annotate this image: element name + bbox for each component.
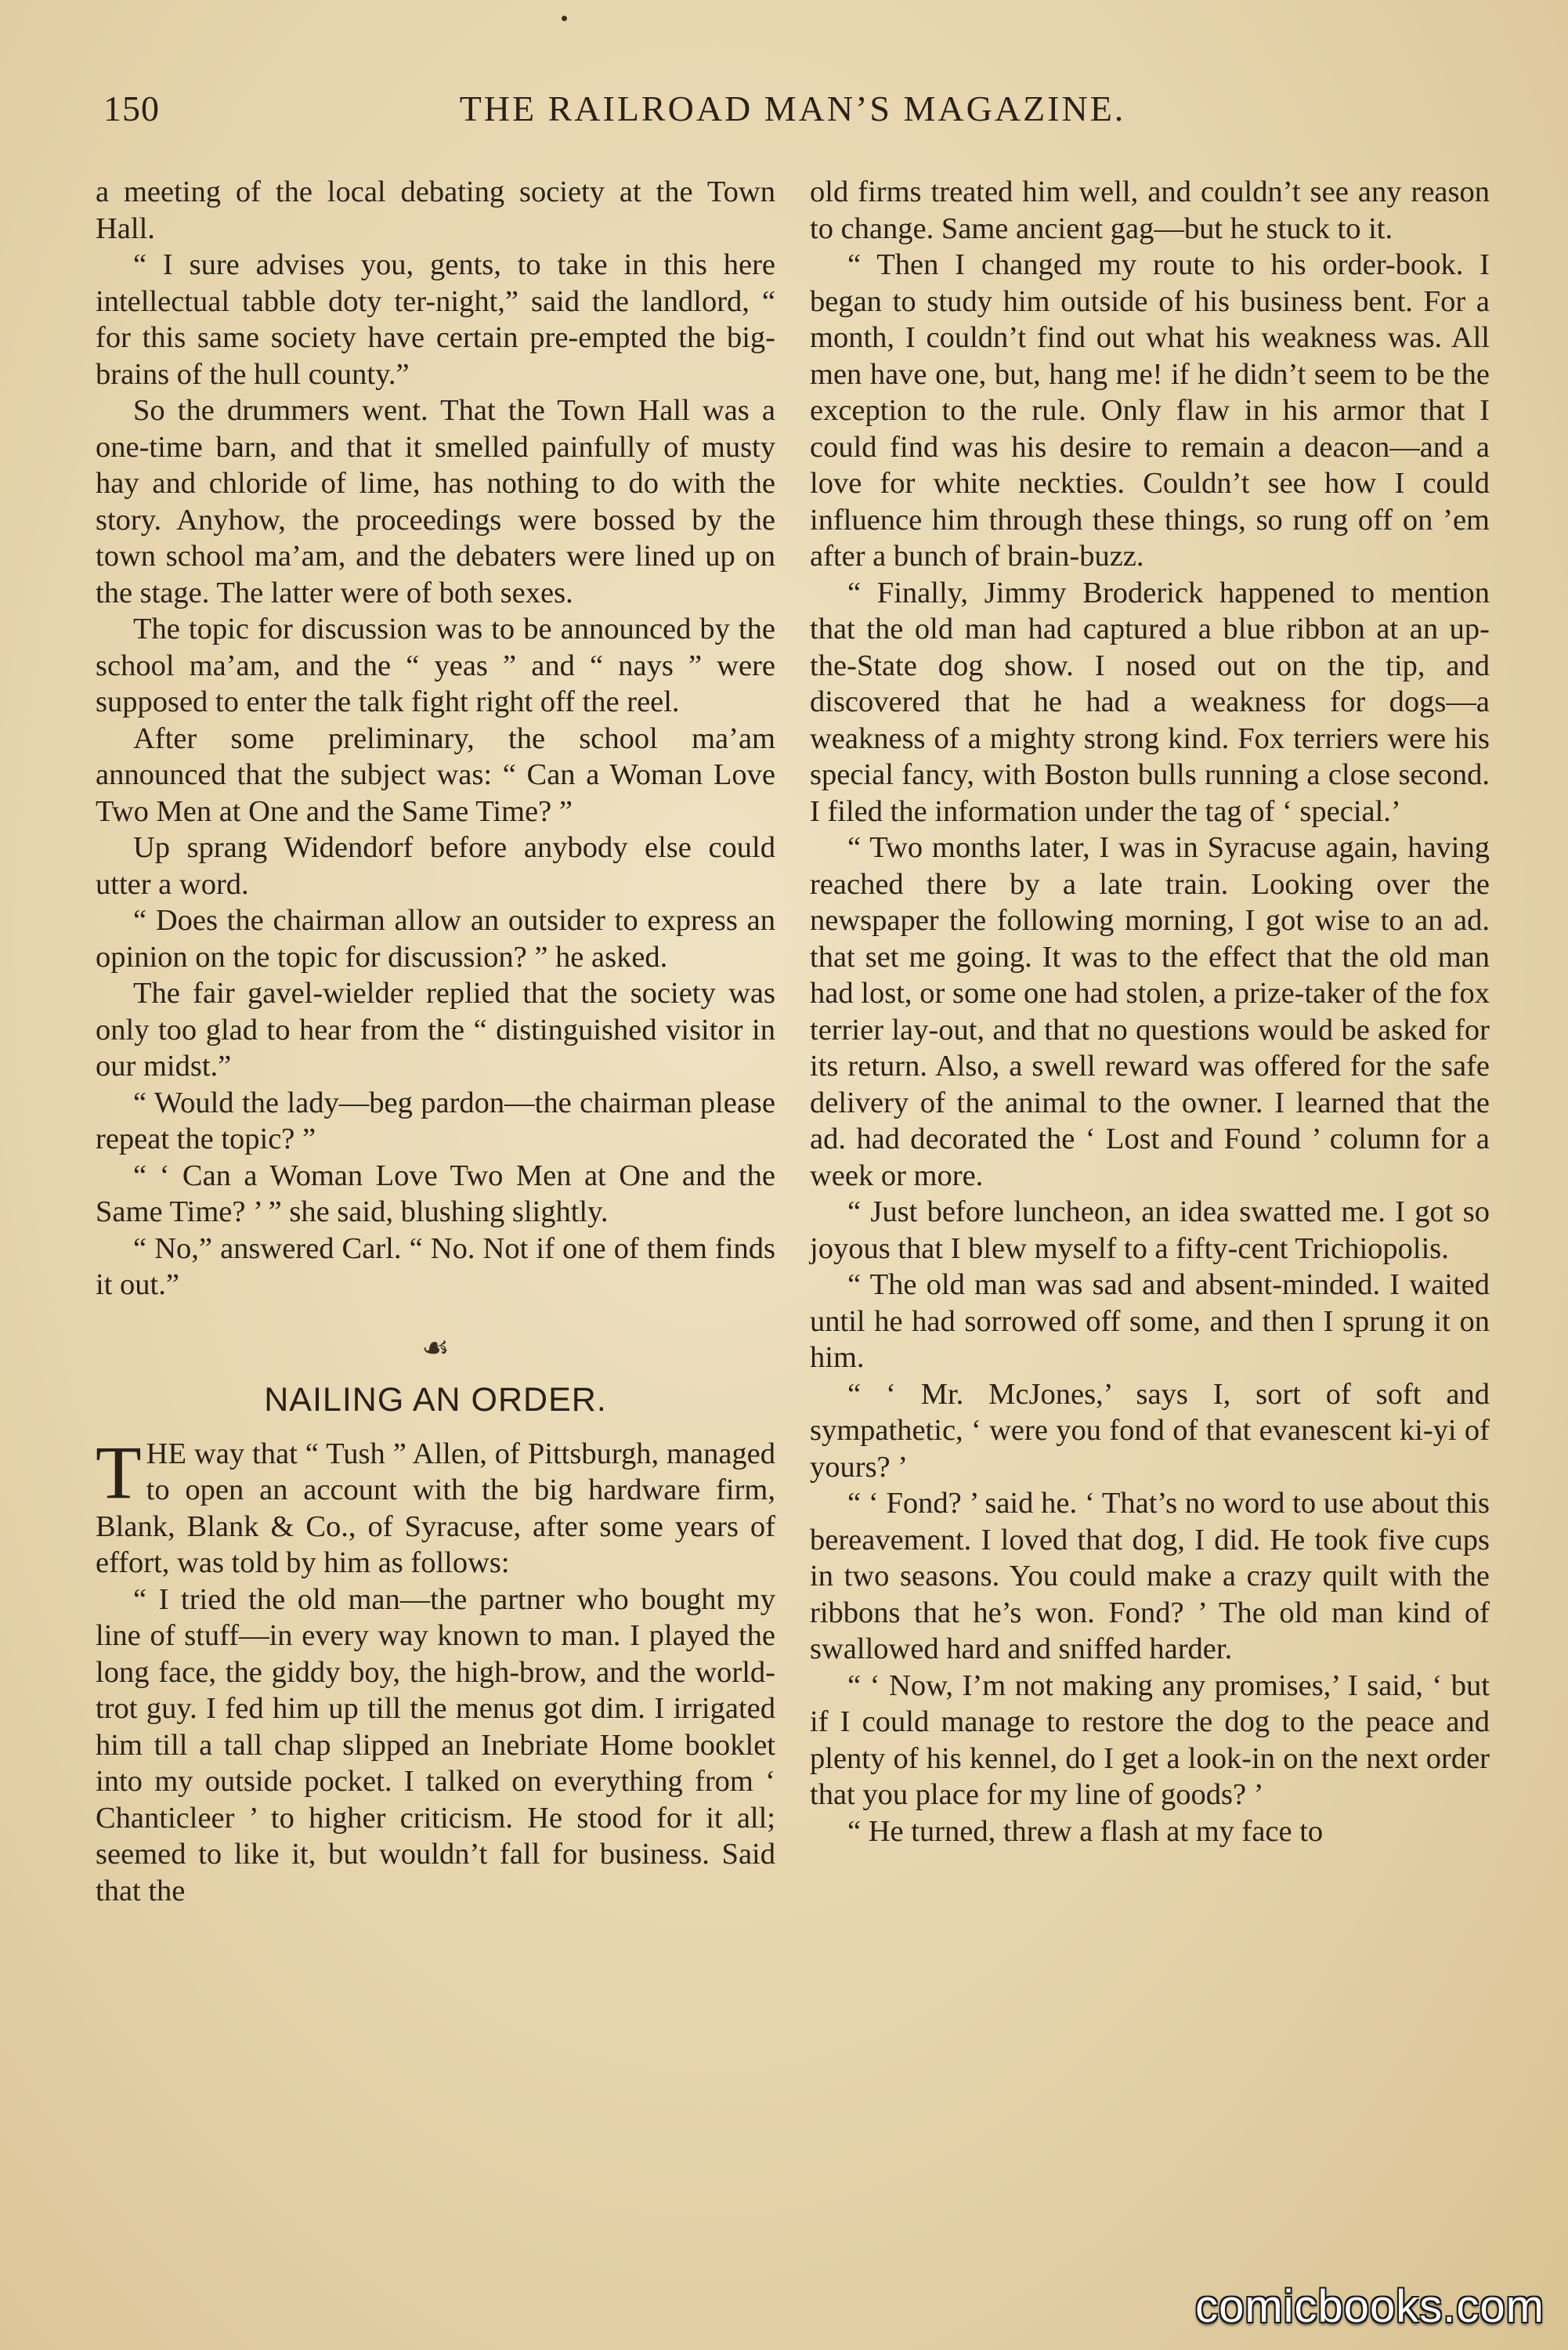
running-title: THE RAILROAD MAN’S MAGAZINE.: [459, 89, 1126, 128]
page-number: 150: [103, 89, 160, 128]
drop-cap: T: [96, 1430, 142, 1514]
paragraph: The fair gavel-wielder replied that the society was only too glad to hear from the “ distinguished visitor in our midst.”: [96, 977, 775, 1083]
paragraph: “ ‘ Can a Woman Love Two Men at One and the Same Time? ’ ” she said, blushing slightly.: [96, 1159, 775, 1228]
paragraph: “ I sure advises you, gents, to take in this here intellectual tabble doty ter-night,” said the landlord, “ for this same society have certain pre-empted the big-brains of the hull county.”: [96, 248, 775, 391]
paragraph: “ ‘ Mr. McJones,’ says I, sort of soft and sympathetic, ‘ were you fond of that evanescent ki-yi of yours? ’: [810, 1377, 1490, 1484]
paragraph: Up sprang Widendorf before anybody else could utter a word.: [96, 831, 775, 901]
paragraph: After some preliminary, the school ma’am announced that the subject was: “ Can a Woman Love Two Men at One and the Same Time? ”: [96, 721, 775, 828]
paragraph: The topic for discussion was to be announced by the school ma’am, and the “ yeas ” and “ nays ” were supposed to enter the talk fight right off the reel.: [96, 613, 775, 718]
paragraph: “ ‘ Now, I’m not making any promises,’ I said, ‘ but if I could manage to restore the dog to the peace and plenty of his kennel, do I get a look-in on the next order that you place for my line of goods? ’: [810, 1668, 1490, 1811]
paragraph-text: HE way that “ Tush ” Allen, of Pittsburgh, managed to open an account with the big hardware firm, Blank, Blank & Co., of Syracuse, after some years of effort, was told by him as follows:: [96, 1437, 775, 1579]
paragraph: “ ‘ Fond? ’ said he. ‘ That’s no word to use about this bereavement. I loved that dog, I did. He took five cups in two seasons. You could make a crazy quilt with the ribbons that he’s won. Fond? ’ The old man kind of swallowed hard and sniffed harder.: [810, 1487, 1490, 1665]
paragraph: “ Two months later, I was in Syracuse again, having reached there by a late train. Looking over the newspaper the following morning, I got wise to an ad. that set me going. It was to the effect that the old man had lost, or some one had stolen, a prize-taker of the fox terrier lay-out, and that no questions would be asked for its return. Also, a swell reward was offered for the safe delivery of the animal to the owner. I learned that the ad. had decorated the ‘ Lost and Found ’ column for a week or more.: [810, 831, 1490, 1192]
fleuron-ornament-icon: ☙: [421, 1329, 450, 1365]
paragraph: So the drummers went. That the Town Hall was a one-time barn, and that it smelled painfully of musty hay and chloride of lime, has nothing to do with the story. Anyhow, the proceedings were bossed by the town school ma’am, and the debaters were lined up on the stage. The latter were of both sexes.: [96, 394, 775, 609]
paragraph: [96, 1430, 775, 1582]
right-column: [810, 174, 1490, 1849]
paragraph: “ Then I changed my route to his order-book. I began to study him outside of his business bent. For a month, I couldn’t find out what his weakness was. All men have one, but, hang me! if he didn’t seem to be the exception to the rule. Only flaw in his armor that I could find was his desire to remain a deacon—and a love for white neckties. Couldn’t see how I could influence him through these things, so rung off on ’em after a bunch of brain-buzz.: [810, 248, 1490, 573]
paragraph: a meeting of the local debating society at the Town Hall.: [96, 175, 775, 245]
paragraph: “ Would the lady—beg pardon—the chairman please repeat the topic? ”: [96, 1086, 775, 1155]
section-title: NAILING AN ORDER.: [264, 1381, 607, 1419]
paragraph: “ No,” answered Carl. “ No. Not if one of them finds it out.”: [96, 1231, 775, 1301]
print-speck: [562, 16, 567, 21]
paragraph: “ Does the chairman allow an outsider to express an opinion on the topic for discussion? ” he asked.: [96, 904, 775, 974]
left-column: [96, 174, 775, 1909]
paragraph: “ The old man was sad and absent-minded. I waited until he had sorrowed off some, and then I sprung it on him.: [810, 1268, 1490, 1374]
paragraph: “ Just before luncheon, an idea swatted me. I got so joyous that I blew myself to a fifty-cent Trichiopolis.: [810, 1195, 1490, 1265]
paragraph: old firms treated him well, and couldn’t see any reason to change. Same ancient gag—but he stuck to it.: [810, 175, 1490, 245]
paragraph: “ He turned, threw a flash at my face to: [847, 1814, 1324, 1848]
page-header: [103, 88, 1482, 135]
paragraph: “ Finally, Jimmy Broderick happened to mention that the old man had captured a blue ribbon at an up-the-State dog show. I nosed out on the tip, and discovered that he had a weakness for dogs—a weakness of a mighty strong kind. Fox terriers were his special fancy, with Boston bulls running a close second. I filed the information under the tag of ‘ special.’: [810, 576, 1490, 828]
watermark: comicbooks.com: [1195, 2281, 1545, 2332]
paragraph: “ I tried the old man—the partner who bought my line of stuff—in every way known to man. I played the long face, the giddy boy, the high-brow, and the world-trot guy. I fed him up till the menus got dim. I irrigated him till a tall chap slipped an Inebriate Home booklet into my outside pocket. I talked on everything from ‘ Chanticleer ’ to higher criticism. He stood for it all; seemed to like it, but wouldn’t fall for business. Said that the: [96, 1582, 775, 1907]
